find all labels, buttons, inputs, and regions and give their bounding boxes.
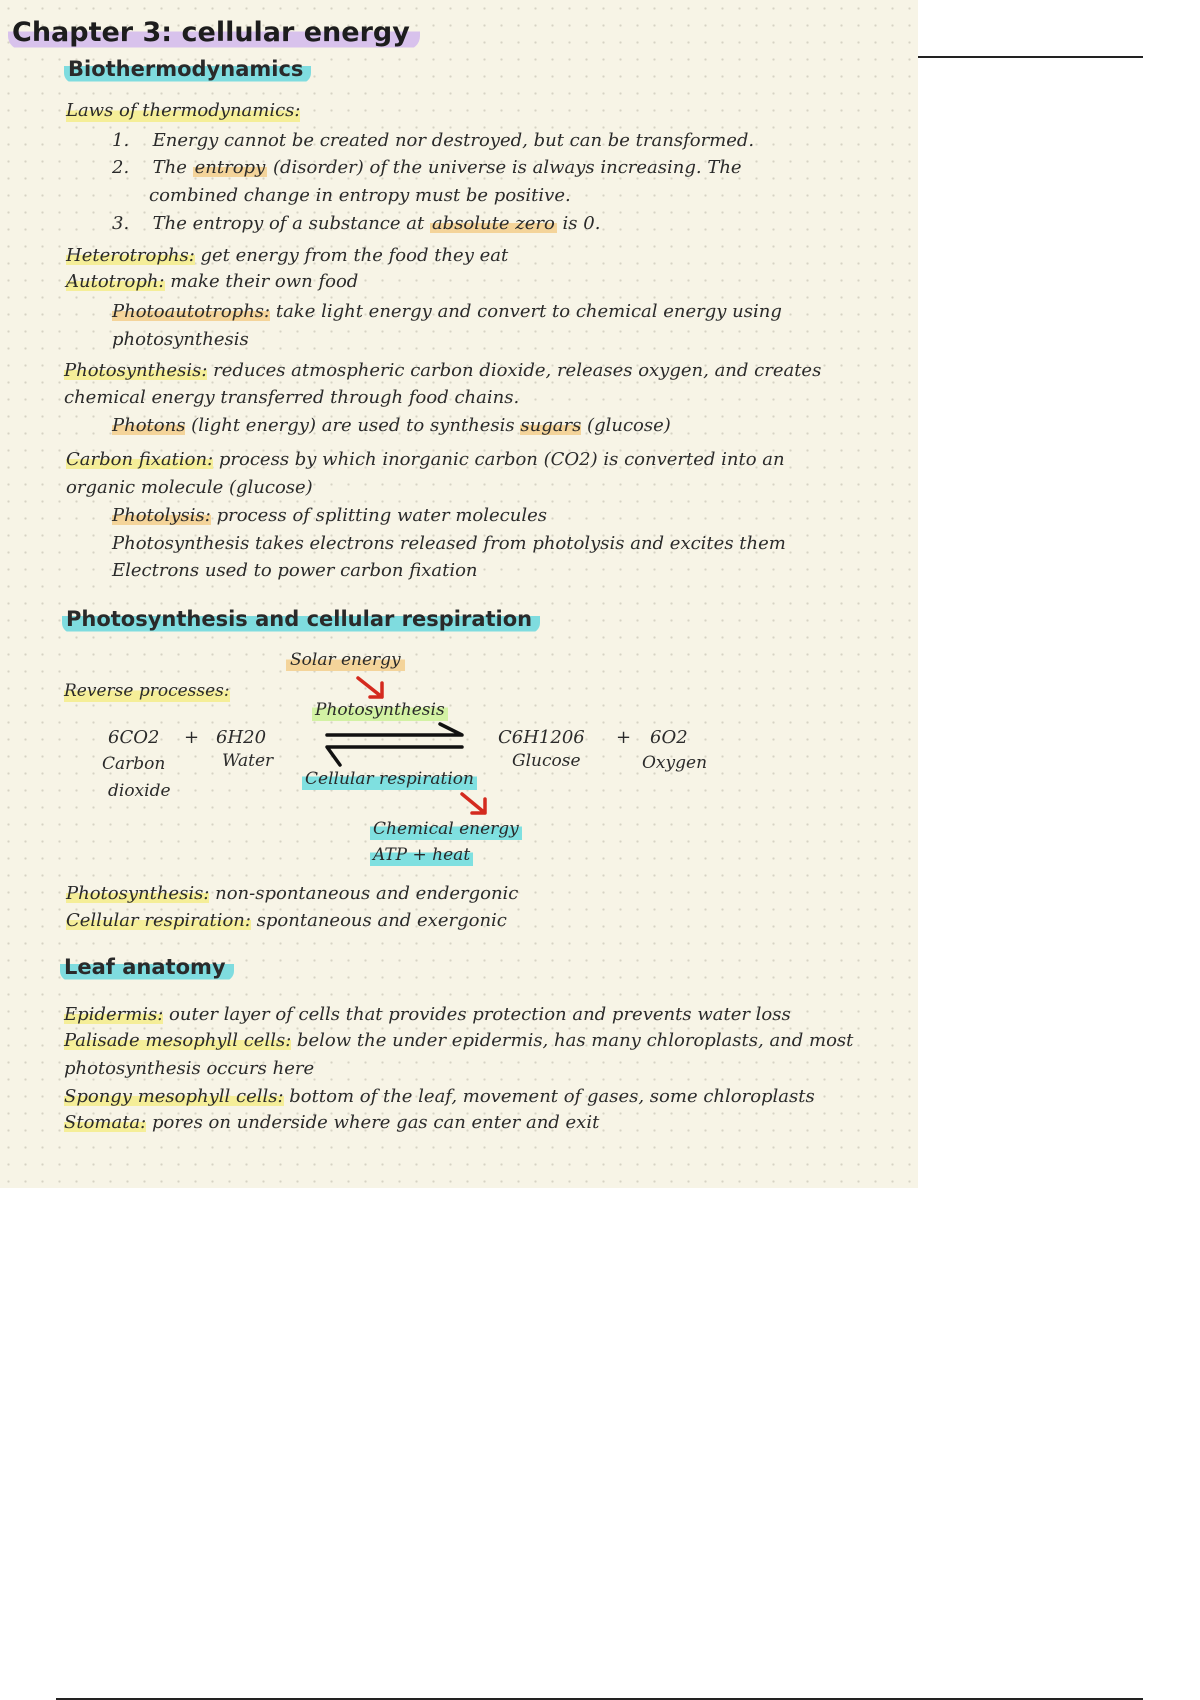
def-term: Photosynthesis: bbox=[64, 360, 208, 381]
chemical-energy-red-arrow bbox=[462, 794, 485, 813]
def-text: below the under epidermis, has many chloroplasts, and most bbox=[291, 1030, 854, 1051]
def-text: reduces atmospheric carbon dioxide, releases oxygen, and creates bbox=[207, 360, 822, 381]
reverse-processes-label: Reverse processes: bbox=[64, 681, 230, 701]
def-carbon-fixation-line2: organic molecule (glucose) bbox=[66, 477, 313, 498]
chemical-energy-label: Chemical energy bbox=[370, 817, 522, 841]
def-term: Photoautotrophs: bbox=[112, 301, 271, 322]
reactant-water: 6H20 bbox=[216, 727, 267, 748]
def-text: (light energy) are used to synthesis bbox=[185, 415, 521, 436]
def-text: spontaneous and exergonic bbox=[250, 910, 507, 931]
leaf-palisade-line2: photosynthesis occurs here bbox=[64, 1058, 315, 1079]
reverse-half-arrow bbox=[327, 747, 462, 765]
def-text: take light energy and convert to chemical energy using bbox=[270, 301, 782, 322]
photolysis-note-1: Photosynthesis takes electrons released from photolysis and excites them bbox=[112, 533, 786, 554]
product-oxygen-name: Oxygen bbox=[642, 753, 708, 773]
energetics-photosynthesis bbox=[66, 882, 518, 906]
def-text: get energy from the food they eat bbox=[194, 245, 509, 266]
def-term: Epidermis: bbox=[64, 1004, 164, 1025]
laws-heading: Laws of thermodynamics: bbox=[66, 100, 301, 121]
product-glucose-name: Glucose bbox=[512, 751, 581, 771]
energetics-respiration bbox=[66, 909, 507, 933]
def-term: Palisade mesophyll cells: bbox=[64, 1030, 292, 1051]
reactant-co2: 6CO2 bbox=[108, 727, 160, 748]
leaf-epidermis bbox=[64, 1003, 791, 1027]
def-term: Photolysis: bbox=[112, 505, 211, 526]
law-number: 3. bbox=[112, 213, 130, 234]
solar-energy-red-arrow bbox=[358, 678, 382, 697]
def-text: non-spontaneous and endergonic bbox=[209, 883, 519, 904]
def-term: Spongy mesophyll cells: bbox=[64, 1086, 284, 1107]
def-text: bottom of the leaf, movement of gases, some chloroplasts bbox=[283, 1086, 815, 1107]
def-term: Heterotrophs: bbox=[66, 245, 195, 266]
def-text: outer layer of cells that provides protection and prevents water loss bbox=[163, 1004, 791, 1025]
product-glucose: C6H1206 bbox=[498, 727, 585, 748]
solar-energy-label: Solar energy bbox=[286, 648, 405, 672]
term-absolute-zero: absolute zero bbox=[431, 213, 555, 234]
atp-heat-label: ATP + heat bbox=[370, 843, 473, 867]
section-heading-leaf-anatomy: Leaf anatomy bbox=[60, 953, 234, 981]
def-term: Autotroph: bbox=[66, 271, 165, 292]
reactant-co2-name: Carbon bbox=[102, 754, 166, 774]
section-heading-photosynthesis-respiration: Photosynthesis and cellular respiration bbox=[62, 605, 540, 633]
law-2-line2: combined change in entropy must be positive. bbox=[149, 185, 571, 206]
leaf-palisade bbox=[64, 1029, 853, 1053]
product-oxygen: 6O2 bbox=[650, 727, 688, 748]
def-photoautotrophs-line2: photosynthesis bbox=[112, 329, 249, 350]
section-heading-biothermodynamics: Biothermodynamics bbox=[64, 55, 311, 83]
cellular-respiration-arrow-label: Cellular respiration bbox=[302, 767, 477, 791]
leaf-stomata bbox=[64, 1111, 599, 1135]
law-text: The entropy of a substance at bbox=[152, 213, 430, 234]
photolysis-note-2: Electrons used to power carbon fixation bbox=[112, 560, 478, 581]
def-text: pores on underside where gas can enter and exit bbox=[146, 1112, 600, 1133]
forward-half-arrow bbox=[327, 724, 462, 735]
law-text: Energy cannot be created nor destroyed, but can be transformed. bbox=[152, 130, 755, 151]
photosynthesis-arrow-label: Photosynthesis bbox=[312, 698, 448, 722]
law-text: (disorder) of the universe is always increasing. The bbox=[267, 157, 742, 178]
law-text: is 0. bbox=[556, 213, 601, 234]
page-title: Chapter 3: cellular energy bbox=[8, 16, 420, 50]
law-text: The bbox=[152, 157, 193, 178]
def-term: Stomata: bbox=[64, 1112, 147, 1133]
def-text: process by which inorganic carbon (CO2) is converted into an bbox=[213, 449, 785, 470]
law-number: 2. bbox=[112, 157, 130, 178]
term-sugars: sugars bbox=[520, 415, 582, 436]
reactant-co2-name: dioxide bbox=[108, 781, 171, 801]
law-number: 1. bbox=[112, 130, 130, 151]
def-text: (glucose) bbox=[581, 415, 671, 436]
def-term: Photons bbox=[112, 415, 186, 436]
def-text: make their own food bbox=[164, 271, 359, 292]
plus-sign: + bbox=[616, 727, 632, 748]
def-photosynthesis-line2: chemical energy transferred through food chains. bbox=[64, 387, 520, 408]
def-text: process of splitting water molecules bbox=[210, 505, 547, 526]
plus-sign: + bbox=[184, 727, 200, 748]
def-term: Cellular respiration: bbox=[66, 910, 251, 931]
leaf-spongy bbox=[64, 1085, 815, 1109]
term-entropy: entropy bbox=[194, 157, 266, 178]
def-term: Carbon fixation: bbox=[66, 449, 214, 470]
reactant-water-name: Water bbox=[222, 751, 274, 771]
top-rule bbox=[918, 56, 1143, 58]
def-term: Photosynthesis: bbox=[66, 883, 210, 904]
